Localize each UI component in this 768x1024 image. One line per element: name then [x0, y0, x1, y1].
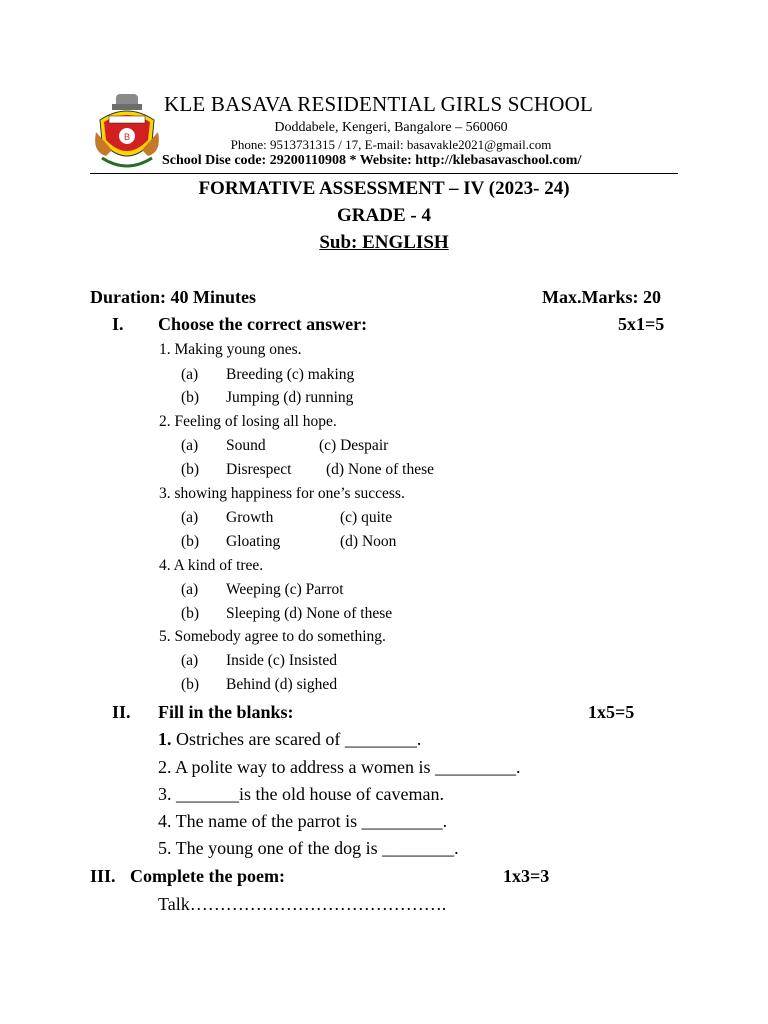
- section3-marks: 1x3=3: [503, 866, 550, 886]
- mcq-option-label: (b): [181, 676, 200, 693]
- school-address: Doddabele, Kengeri, Bangalore – 560060: [274, 120, 508, 135]
- mcq-option-label: (a): [181, 509, 199, 526]
- mcq-question: 1. Making young ones.: [159, 341, 302, 358]
- mcq-option-text: Disrespect: [226, 461, 292, 478]
- exam-title: FORMATIVE ASSESSMENT – IV (2023- 24): [198, 178, 570, 199]
- school-name: KLE BASAVA RESIDENTIAL GIRLS SCHOOL: [164, 92, 593, 116]
- mcq-option-text: (c) quite: [340, 509, 393, 526]
- fill-blank-item: 4. The name of the parrot is _________.: [158, 811, 448, 831]
- section3-number: III.: [90, 866, 116, 886]
- poem-line: Talk…………………………………….: [158, 894, 447, 914]
- fill-blank-item: 5. The young one of the dog is ________.: [158, 838, 459, 858]
- mcq-option-label: (b): [181, 389, 200, 406]
- mcq-option-label: (a): [181, 366, 199, 383]
- section1-title: Choose the correct answer:: [158, 314, 368, 334]
- mcq-option-label: (b): [181, 605, 200, 622]
- mcq-option-label: (a): [181, 437, 199, 454]
- mcq-option-text: Sound: [226, 437, 266, 454]
- mcq-option-label: (a): [181, 581, 199, 598]
- mcq-question: 5. Somebody agree to do something.: [159, 628, 386, 645]
- mcq-option-label: (b): [181, 533, 200, 550]
- mcq-option-text: (d) None of these: [326, 461, 435, 478]
- mcq-option-text: Growth: [226, 509, 274, 526]
- exam-subject: Sub: ENGLISH: [319, 232, 449, 253]
- section2-marks: 1x5=5: [588, 702, 635, 722]
- fill-blank-item: 2. A polite way to address a women is _________.: [158, 757, 521, 777]
- fill-blank-item: [158, 729, 421, 750]
- school-dise-website: School Dise code: 29200110908 * Website: http://klebasavaschool.com/: [162, 153, 582, 168]
- mcq-question: 2. Feeling of losing all hope.: [159, 413, 337, 430]
- mcq-option-label: (a): [181, 652, 199, 669]
- svg-text:B: B: [123, 132, 131, 142]
- mcq-option-text: Jumping (d) running: [226, 389, 354, 406]
- section3-title: Complete the poem:: [130, 866, 285, 886]
- section1-marks: 5x1=5: [618, 314, 665, 334]
- exam-max-marks: Max.Marks: 20: [542, 287, 661, 307]
- mcq-option-text: (c) Despair: [319, 437, 389, 454]
- exam-duration: Duration: 40 Minutes: [90, 287, 256, 307]
- mcq-option-label: (b): [181, 461, 200, 478]
- mcq-option-text: (d) Noon: [340, 533, 397, 550]
- section2-title: Fill in the blanks:: [158, 702, 294, 722]
- fill-blank-number: 1.: [158, 729, 172, 749]
- mcq-option-text: Weeping (c) Parrot: [226, 581, 344, 598]
- exam-grade: GRADE - 4: [337, 205, 431, 226]
- mcq-option-text: Gloating: [226, 533, 281, 550]
- mcq-question: 4. A kind of tree.: [159, 557, 264, 574]
- mcq-option-text: Breeding (c) making: [226, 366, 355, 383]
- fill-blank-text: Ostriches are scared of ________.: [171, 729, 422, 749]
- mcq-option-text: Inside (c) Insisted: [226, 652, 338, 669]
- mcq-option-text: Sleeping (d) None of these: [226, 605, 393, 622]
- header-divider: [90, 173, 678, 174]
- fill-blank-item: 3. _______is the old house of caveman.: [158, 784, 444, 804]
- section1-number: I.: [112, 314, 124, 334]
- section2-number: II.: [112, 702, 131, 722]
- mcq-option-text: Behind (d) sighed: [226, 676, 338, 693]
- school-contact: Phone: 9513731315 / 17, E-mail: basavakle2021@gmail.com: [230, 137, 552, 152]
- mcq-question: 3. showing happiness for one’s success.: [159, 485, 405, 502]
